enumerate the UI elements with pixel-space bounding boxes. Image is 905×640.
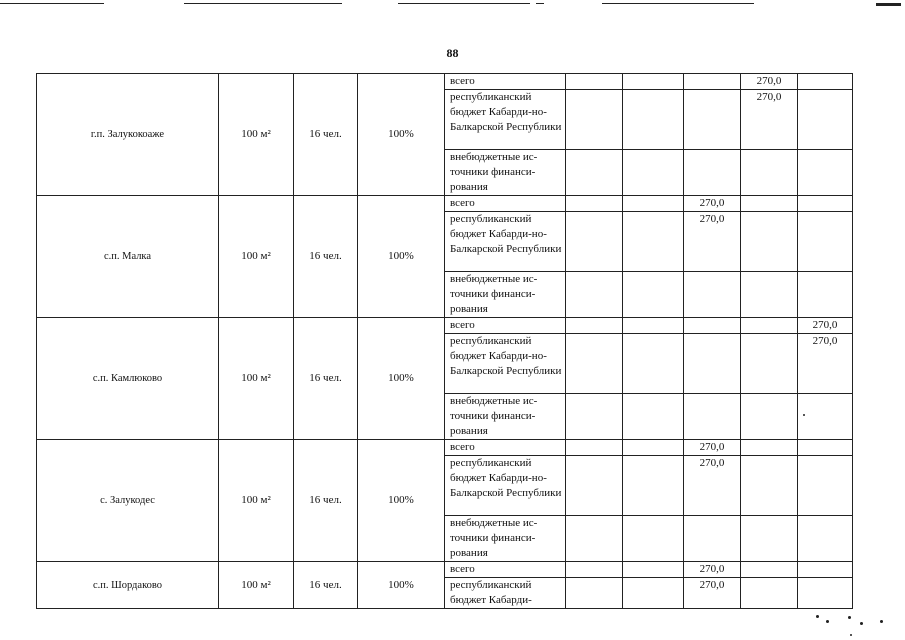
amount-cell <box>566 394 623 440</box>
header-rule-5 <box>602 3 754 4</box>
funding-source: всего <box>445 196 566 212</box>
table-row <box>37 440 853 456</box>
amount-cell <box>623 196 684 212</box>
amount-cell <box>566 456 623 516</box>
amount-cell: 270,0 <box>798 334 853 394</box>
funding-source: республиканский бюджет Кабарди-но-Балкарской Республики <box>445 334 566 394</box>
amount-cell <box>566 272 623 318</box>
settlement-name: г.п. Залукокоаже <box>37 74 219 196</box>
amount-cell <box>741 272 798 318</box>
amount-cell <box>741 578 798 609</box>
amount-cell <box>798 394 853 440</box>
percent-value: 100% <box>358 440 445 562</box>
amount-cell <box>566 150 623 196</box>
amount-cell: 270,0 <box>684 212 741 272</box>
funding-source: всего <box>445 440 566 456</box>
amount-cell <box>566 578 623 609</box>
people-count: 16 чел. <box>294 562 358 609</box>
amount-cell: 270,0 <box>684 456 741 516</box>
amount-cell: 270,0 <box>798 318 853 334</box>
scan-speck <box>860 622 863 625</box>
table-row <box>37 196 853 212</box>
funding-source: республиканский бюджет Кабарди-но-Балкарской Республики <box>445 212 566 272</box>
table-row <box>37 562 853 578</box>
amount-cell <box>566 562 623 578</box>
funding-source: всего <box>445 74 566 90</box>
amount-cell <box>798 212 853 272</box>
header-rule-2 <box>184 3 342 4</box>
amount-cell <box>566 516 623 562</box>
header-rule-1 <box>0 3 104 4</box>
scan-speck <box>803 414 805 416</box>
header-rule-4 <box>536 3 544 4</box>
amount-cell <box>798 196 853 212</box>
settlement-name: с. Залукодес <box>37 440 219 562</box>
amount-cell <box>798 272 853 318</box>
amount-cell: 270,0 <box>741 90 798 150</box>
funding-source: внебюджетные ис-точники финанси-рования <box>445 394 566 440</box>
amount-cell <box>741 212 798 272</box>
people-count: 16 чел. <box>294 74 358 196</box>
amount-cell: 270,0 <box>741 74 798 90</box>
amount-cell <box>623 212 684 272</box>
amount-cell <box>623 562 684 578</box>
header-rule-6 <box>876 3 901 6</box>
amount-cell <box>798 440 853 456</box>
percent-value: 100% <box>358 562 445 609</box>
amount-cell <box>623 456 684 516</box>
funding-source: всего <box>445 318 566 334</box>
amount-cell <box>741 150 798 196</box>
amount-cell: 270,0 <box>684 196 741 212</box>
scan-speck <box>848 616 851 619</box>
funding-source: внебюджетные ис-точники финанси-рования <box>445 150 566 196</box>
amount-cell: 270,0 <box>684 562 741 578</box>
amount-cell <box>741 318 798 334</box>
amount-cell <box>623 440 684 456</box>
amount-cell <box>684 394 741 440</box>
table-row <box>37 74 853 90</box>
people-count: 16 чел. <box>294 440 358 562</box>
amount-cell <box>566 90 623 150</box>
amount-cell <box>798 562 853 578</box>
funding-source: республиканский бюджет Кабарди-но-Балкарской Республики <box>445 90 566 150</box>
amount-cell <box>566 334 623 394</box>
amount-cell <box>566 212 623 272</box>
amount-cell <box>798 90 853 150</box>
amount-cell <box>741 562 798 578</box>
amount-cell <box>798 578 853 609</box>
amount-cell <box>566 440 623 456</box>
amount-cell <box>623 334 684 394</box>
amount-cell <box>566 74 623 90</box>
amount-cell <box>684 74 741 90</box>
area-value: 100 м² <box>219 318 294 440</box>
amount-cell <box>798 516 853 562</box>
scan-speck <box>880 620 883 623</box>
area-value: 100 м² <box>219 196 294 318</box>
header-rule-3 <box>398 3 530 4</box>
amount-cell <box>566 318 623 334</box>
amount-cell: 270,0 <box>684 578 741 609</box>
funding-source: республиканский бюджет Кабарди-но-Балкарской Республики <box>445 456 566 516</box>
funding-source: республиканский бюджет Кабарди- <box>445 578 566 609</box>
scan-speck <box>826 620 829 623</box>
area-value: 100 м² <box>219 562 294 609</box>
table-row <box>37 318 853 334</box>
amount-cell <box>684 318 741 334</box>
amount-cell <box>741 196 798 212</box>
amount-cell <box>684 272 741 318</box>
area-value: 100 м² <box>219 74 294 196</box>
area-value: 100 м² <box>219 440 294 562</box>
amount-cell <box>623 150 684 196</box>
amount-cell <box>566 196 623 212</box>
people-count: 16 чел. <box>294 318 358 440</box>
settlement-name: с.п. Малка <box>37 196 219 318</box>
funding-source: внебюджетные ис-точники финанси-рования <box>445 272 566 318</box>
funding-source: всего <box>445 562 566 578</box>
amount-cell <box>623 578 684 609</box>
amount-cell <box>798 456 853 516</box>
scan-speck <box>816 615 819 618</box>
amount-cell <box>623 74 684 90</box>
amount-cell <box>741 456 798 516</box>
percent-value: 100% <box>358 318 445 440</box>
amount-cell <box>741 334 798 394</box>
people-count: 16 чел. <box>294 196 358 318</box>
amount-cell <box>741 394 798 440</box>
scan-speck <box>850 634 852 636</box>
amount-cell <box>684 150 741 196</box>
amount-cell <box>798 74 853 90</box>
funding-source: внебюджетные ис-точники финанси-рования <box>445 516 566 562</box>
percent-value: 100% <box>358 196 445 318</box>
amount-cell <box>741 516 798 562</box>
amount-cell <box>741 440 798 456</box>
funding-table <box>36 73 853 609</box>
page-number: 88 <box>446 46 459 60</box>
amount-cell <box>684 334 741 394</box>
amount-cell <box>798 150 853 196</box>
settlement-name: с.п. Шордаково <box>37 562 219 609</box>
amount-cell <box>684 90 741 150</box>
amount-cell <box>623 272 684 318</box>
percent-value: 100% <box>358 74 445 196</box>
settlement-name: с.п. Камлюково <box>37 318 219 440</box>
amount-cell <box>623 90 684 150</box>
amount-cell: 270,0 <box>684 440 741 456</box>
amount-cell <box>684 516 741 562</box>
amount-cell <box>623 516 684 562</box>
amount-cell <box>623 394 684 440</box>
amount-cell <box>623 318 684 334</box>
